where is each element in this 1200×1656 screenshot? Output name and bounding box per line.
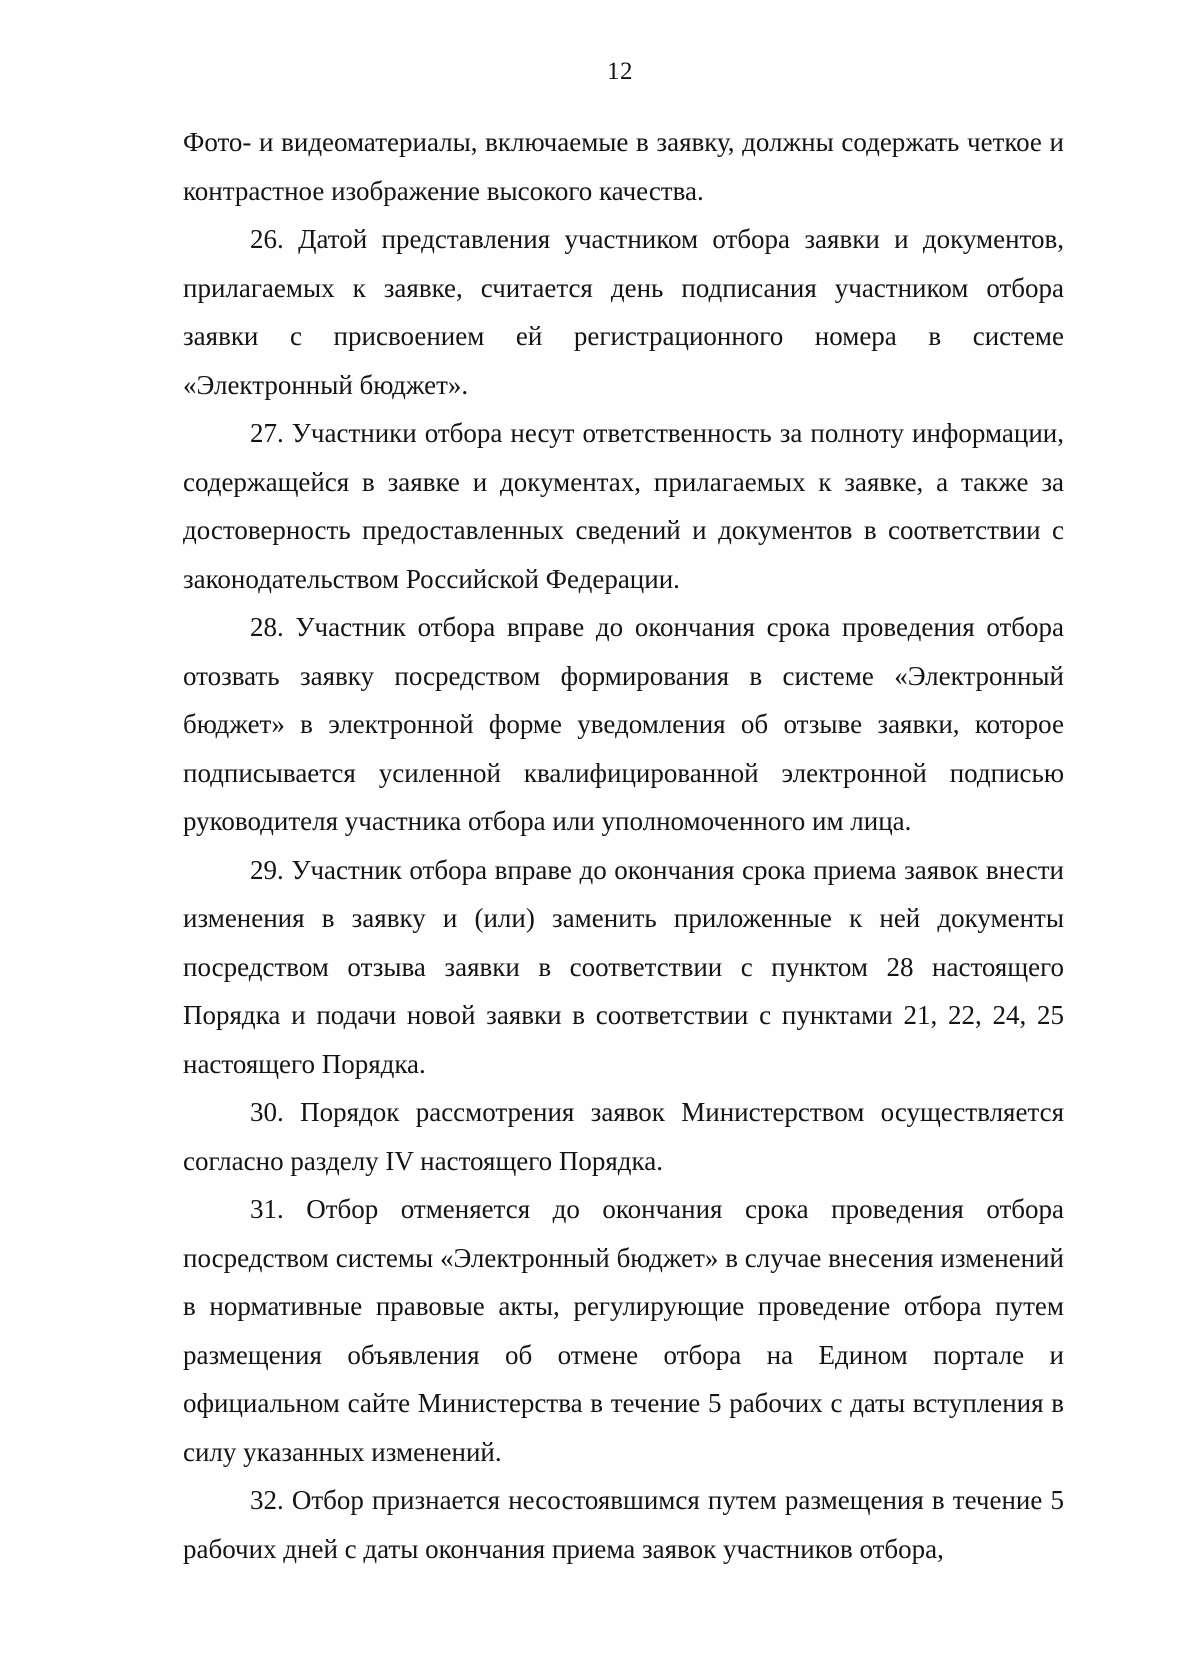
paragraph-26: 26. Датой представления участником отбора заявки и документов, прилагаемых к заявке, считается день подписания участником отбора заявки с присвоением ей регистрационного номера в системе «Электронный бюджет».: [183, 224, 1064, 400]
paragraph-31: 31. Отбор отменяется до окончания срока проведения отбора посредством системы «Электронный бюджет» в случае внесения изменений в нормативные правовые акты, регулирующие проведение отбора путем размещения объявления об отмене отбора на Едином портале и официальном сайте Министерства в течение 5 рабочих с даты вступления в силу указанных изменений.: [183, 1194, 1064, 1467]
paragraph-27: 27. Участники отбора несут ответственность за полноту информации, содержащейся в заявке и документах, прилагаемых к заявке, а также за достоверность предоставленных сведений и документов в соответствии с законодательством Российской Федерации.: [183, 418, 1064, 594]
paragraph-29: 29. Участник отбора вправе до окончания срока приема заявок внести изменения в заявку и (или) заменить приложенные к ней документы посредством отзыва заявки в соответствии с пунктом 28 настоящего Порядка и подачи новой заявки в соответствии с пунктами 21, 22, 24, 25 настоящего Порядка.: [183, 854, 1064, 1079]
document-body: [183, 118, 1064, 1573]
paragraph-28: 28. Участник отбора вправе до окончания срока проведения отбора отозвать заявку посредством формирования в системе «Электронный бюджет» в электронной форме уведомления об отзыве заявки, которое подписывается усиленной квалифицированной электронной подписью руководителя участника отбора или уполномоченного им лица.: [183, 612, 1064, 836]
paragraph-30: 30. Порядок рассмотрения заявок Министерством осуществляется согласно разделу IV настоящего Порядка.: [183, 1097, 1064, 1176]
paragraph-continuation: Фото- и видеоматериалы, включаемые в заявку, должны содержать четкое и контрастное изображение высокого качества.: [183, 127, 1064, 206]
paragraph-32: 32. Отбор признается несостоявшимся путем размещения в течение 5 рабочих дней с даты окончания приема заявок участников отбора,: [183, 1485, 1064, 1564]
page-number: 12: [607, 58, 633, 85]
